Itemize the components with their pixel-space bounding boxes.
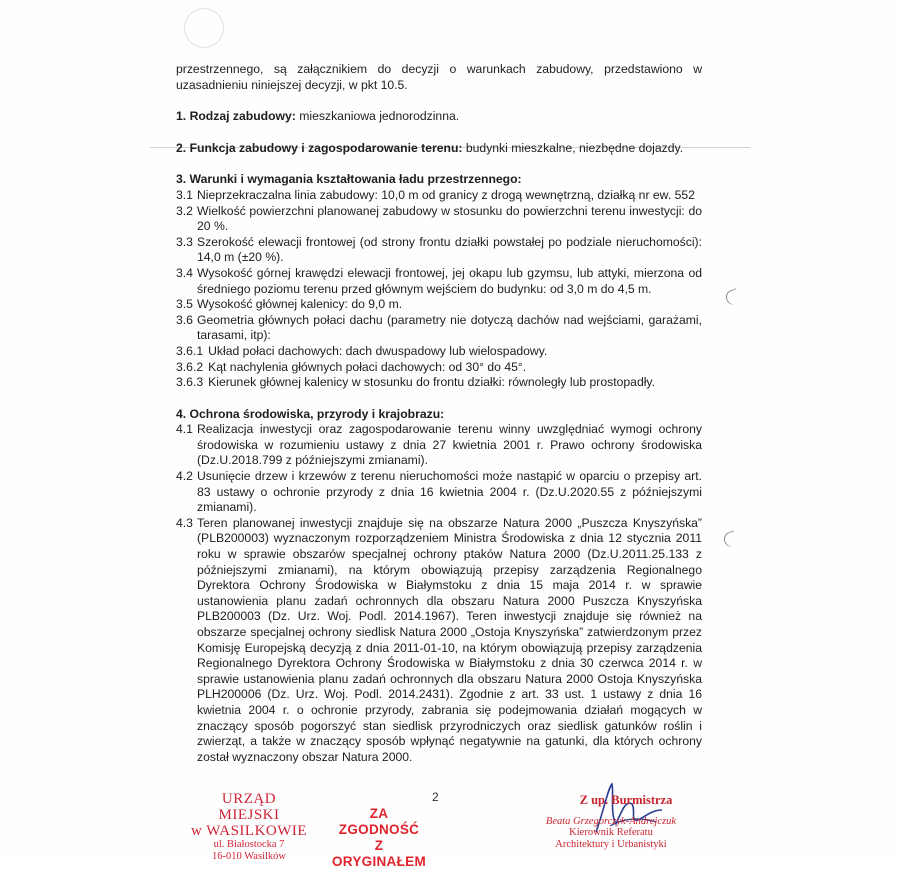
item-number: 3.3 [176, 234, 193, 249]
sub-list-item [176, 360, 702, 376]
item-number: 3.6.1 [176, 343, 204, 358]
item-number: 3.1 [176, 187, 193, 202]
item-text: Wielkość powierzchni planowanej zabudowy w stosunku do powierzchni terenu inwestycji: do 20 %. [197, 203, 702, 234]
mayor-stamp-role2: Architektury i Urbanistyki [555, 839, 667, 850]
item-number: 3.4 [176, 265, 193, 280]
item-number: 4.1 [176, 422, 193, 437]
item-text: Wysokość głównej kalenicy: do 9,0 m. [197, 297, 403, 312]
section-1-text: mieszkaniowa jednorodzinna. [295, 109, 460, 124]
list-item [176, 235, 702, 266]
office-stamp-line2: w WASILKOWIE [190, 823, 308, 839]
list-item [176, 516, 702, 766]
sub-list-item [176, 375, 702, 391]
margin-mark [724, 288, 741, 307]
document-body [176, 62, 702, 765]
item-number: 3.5 [176, 297, 193, 312]
sub-list-item [176, 344, 702, 360]
item-text: Szerokość elewacji frontowej (od strony frontu działki powstałej po podziale nieruchomości): 14,0 m (±20 %). [197, 234, 702, 265]
item-number: 3.2 [176, 203, 193, 218]
certified-stamp-line2: Z ORYGINAŁEM [332, 838, 426, 869]
section-2-number: 2. [176, 140, 187, 155]
section-1 [176, 109, 702, 125]
intro-paragraph: przestrzennego, są załącznikiem do decyzji o warunkach zabudowy, przedstawiono w uzasadnieniu niniejszej decyzji, w pkt 10.5. [176, 62, 702, 92]
page-number: 2 [432, 790, 439, 804]
list-item [176, 313, 702, 344]
mayor-stamp-title: Z up. Burmistrza [579, 793, 673, 807]
list-item [176, 188, 702, 204]
section-1-label: Rodzaj zabudowy: [189, 109, 296, 124]
item-text: Kierunek głównej kalenicy w stosunku do frontu działki: równoległy lub prostopadły. [208, 375, 655, 390]
section-4-heading: 4. Ochrona środowiska, przyrody i krajobrazu: [176, 406, 445, 421]
list-item [176, 422, 702, 469]
section-2-label: Funkcja zabudowy i zagospodarowanie terenu: [189, 140, 463, 155]
item-number: 3.6.3 [176, 375, 204, 390]
office-stamp [190, 791, 308, 863]
certified-stamp-line1: ZA ZGODNOŚĆ [338, 806, 420, 837]
list-item [176, 297, 702, 313]
item-text: Realizacja inwestycji oraz zagospodarowanie terenu winny uwzględniać wymogi ochrony środowiska w rozumieniu ustawy z dnia 27 kwietnia 2001 r. Prawo ochrony środowiska (Dz.U.2018.799 z późniejszymi zmianami). [197, 422, 702, 468]
item-number: 4.2 [176, 469, 193, 484]
item-text: Układ połaci dachowych: dach dwuspadowy lub wielospadowy. [208, 343, 548, 358]
mayor-stamp-role1: Kierownik Referatu [569, 827, 653, 838]
item-text: Usunięcie drzew i krzewów z terenu nieruchomości może nastąpić w oparciu o przepisy art. 83 ustawy o ochronie przyrody z dnia 16 kwietnia 2004 r. (Dz.U.2020.55 z późniejszymi zmianami). [197, 469, 702, 515]
item-number: 3.6 [176, 312, 193, 327]
item-number: 4.3 [176, 515, 193, 530]
list-item [176, 266, 702, 297]
item-number: 3.6.2 [176, 359, 204, 374]
section-1-number: 1. [176, 109, 187, 124]
item-text: Teren planowanej inwestycji znajduje się na obszarze Natura 2000 „Puszcza Knyszyńska” (PLB200003) wyznaczonym rozporządzeniem Ministra Środowiska z dnia 12 stycznia 2011 roku w sprawie obszarów specjalnej ochrony ptaków Natura 2000 (Dz.U.2011.25.133 z późniejszymi zmianami), na którym obowiązują przepisy zarządzenia Regionalnego Dyrektora Ochrony Środowiska w Białymstoku z dnia 15 maja 2014 r. w sprawie ustanowienia planu zadań ochronnych dla obszaru Natura 2000 Puszcza Knyszyńska PLB200003 (Dz. Urz. Woj. Podl. 2014.1967). Teren inwestycji znajduje się również na obszarze specjalnej ochrony siedlisk Natura 2000 „Ostoja Knyszyńska” zatwierdzonym przez Komisję Europejską decyzją z dnia 2011-01-10, na którym obowiązują przepisy zarządzenia Regionalnego Dyrektora Ochrony Środowiska w Białymstoku z dnia 30 czerwca 2014 r. w sprawie ustanowienia planu zadań ochronnych dla obszaru Natura 2000 Ostoja Knyszyńska PLH200006 (Dz. Urz. Woj. Podl. 2014.2431). Zgodnie z art. 33 ust. 1 ustawy z dnia 16 kwietnia 2004 r. o ochronie przyrody, zabrania się podejmowania działań mogących w znaczący sposób pogorszyć stan siedlisk przyrodniczych oraz siedlisk gatunków roślin i zwierząt, a także w znaczący sposób wpłynąć negatywnie na gatunki, dla których ochrony został wyznaczony obszar Natura 2000. [197, 515, 702, 764]
section-2-text: budynki mieszkalne, niezbędne dojazdy. [462, 140, 684, 155]
list-item [176, 469, 702, 516]
item-text: Wysokość górnej krawędzi elewacji frontowej, jej okapu lub gzymsu, lub attyki, mierzona od średniego poziomu terenu przed głównym wejściem do budynku: od 3,0 m do 4,5 m. [197, 265, 702, 296]
list-item [176, 204, 702, 235]
office-stamp-postcode: 16-010 Wasilków [212, 851, 286, 862]
office-stamp-address: ul. Białostocka 7 [213, 839, 285, 850]
section-2 [176, 141, 702, 157]
section-3-heading: 3. Warunki i wymagania kształtowania ładu przestrzennego: [176, 172, 522, 187]
item-text: Kąt nachylenia głównych połaci dachowych: od 30° do 45°. [208, 359, 527, 374]
mayor-stamp-name: Beata Grzegorczyk-Andrejczuk [545, 816, 677, 827]
item-text: Nieprzekraczalna linia zabudowy: 10,0 m od granicy z drogą wewnętrzną, działką nr ew. 552 [197, 187, 695, 202]
item-text: Geometria głównych połaci dachu (parametry nie dotyczą dachów nad wejściami, garażami, tarasami, itp): [197, 312, 702, 343]
margin-mark [722, 530, 739, 549]
mayor-stamp [526, 793, 696, 851]
office-stamp-line1: URZĄD MIEJSKI [218, 791, 280, 823]
show-through-circle [184, 8, 224, 48]
certified-copy-stamp [328, 806, 430, 870]
